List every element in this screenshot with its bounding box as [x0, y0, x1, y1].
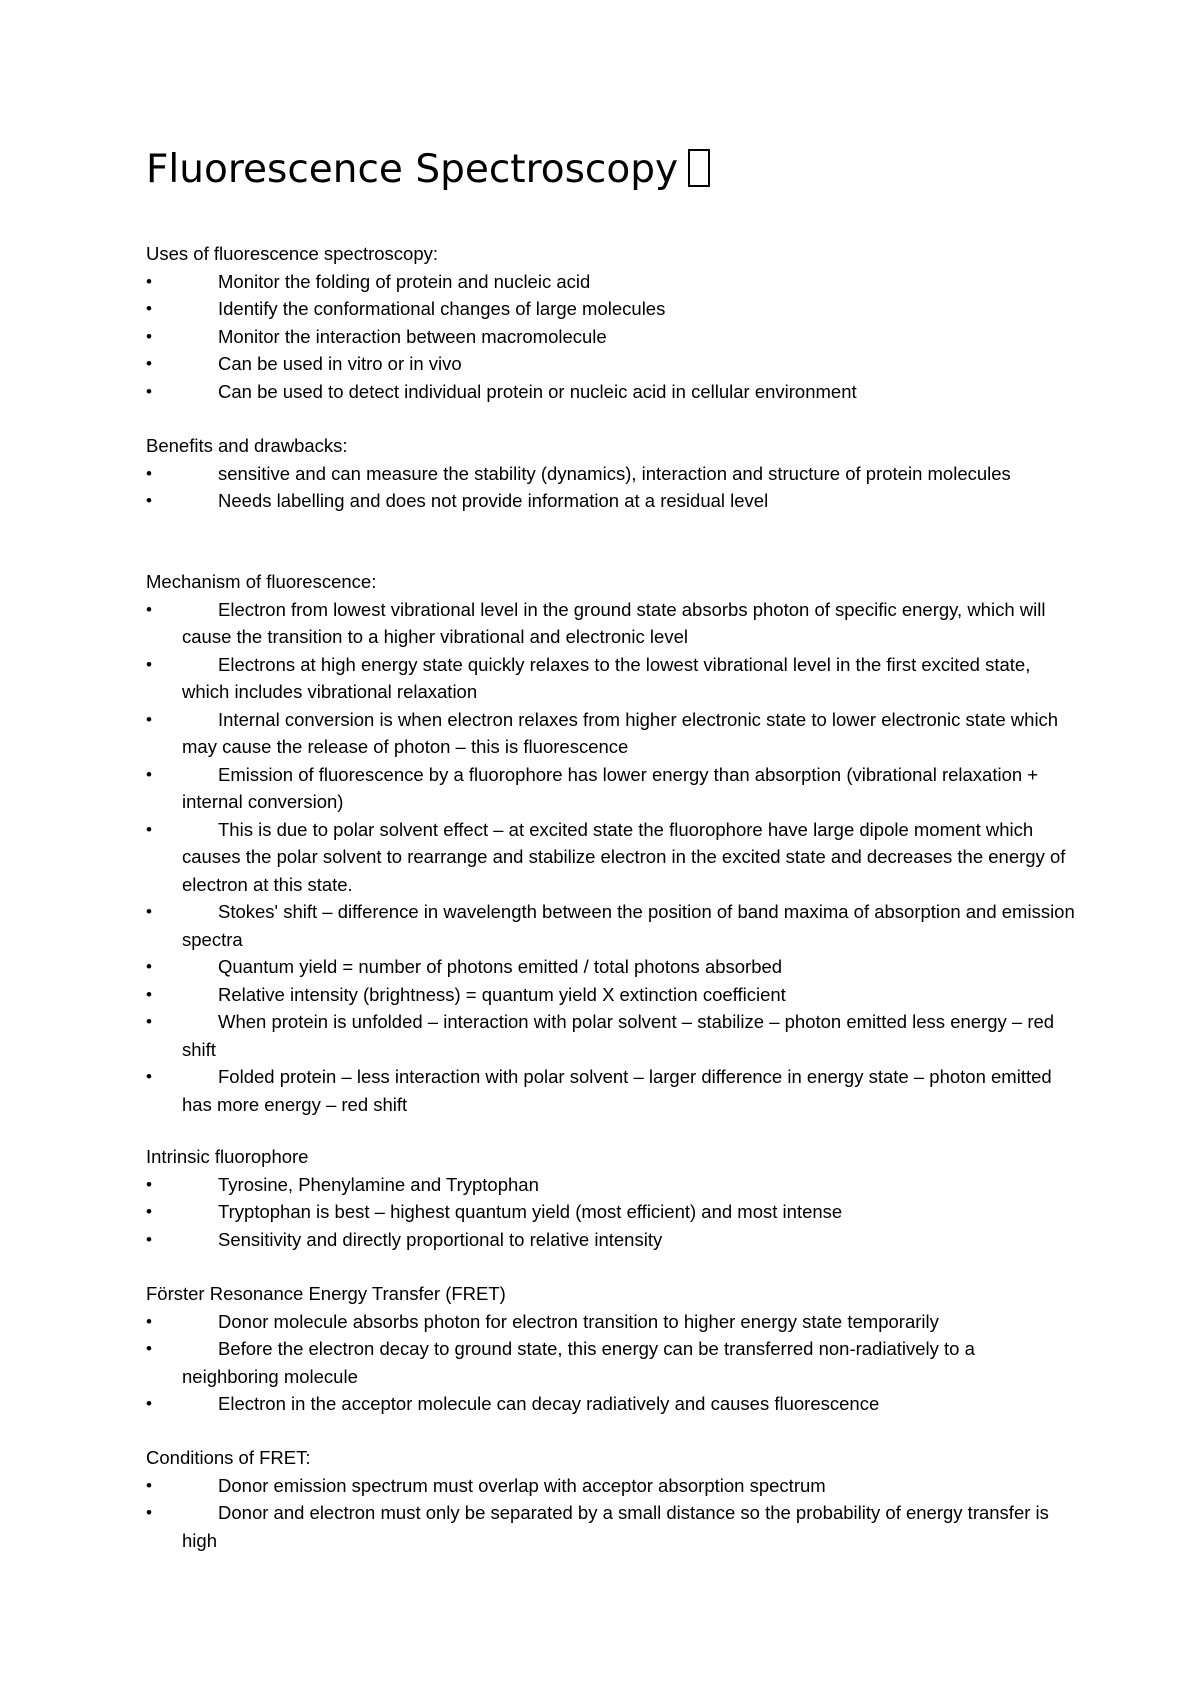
list-item-text: Donor molecule absorbs photon for electron transition to higher energy state temporarily	[218, 1310, 939, 1332]
section-conditions	[146, 1444, 1076, 1554]
section-heading: Benefits and drawbacks:	[146, 435, 348, 456]
list-item	[146, 487, 1076, 515]
list-item-text: This is due to polar solvent effect – at excited state the fluorophore have large dipole moment which causes the polar solvent to rearrange and stabilize electron in the excited state and decreases the energy of electron at this state.	[182, 818, 1066, 895]
bullet-icon: •	[146, 271, 152, 291]
section-uses	[146, 240, 1076, 405]
bullet-icon: •	[146, 1012, 152, 1031]
bullet-icon: •	[146, 764, 152, 784]
list-item	[146, 1171, 1076, 1199]
list-item-text: Electrons at high energy state quickly relaxes to the lowest vibrational level in the first excited state, which includes vibrational relaxation	[182, 653, 1031, 702]
bullet-icon: •	[146, 1174, 152, 1194]
list-item-text: Identify the conformational changes of large molecules	[218, 298, 666, 319]
bullet-icon: •	[146, 463, 152, 483]
list-item-text: Relative intensity (brightness) = quantum yield X extinction coefficient	[218, 983, 786, 1005]
bullet-list	[146, 596, 1076, 1119]
list-item-text: Sensitivity and directly proportional to relative intensity	[218, 1228, 663, 1250]
list-item-text: Monitor the interaction between macromolecule	[218, 325, 607, 347]
section-benefits	[146, 432, 1076, 515]
section-intrinsic	[146, 1143, 1076, 1253]
section-fret	[146, 1280, 1076, 1418]
list-item	[146, 350, 1076, 378]
list-item	[146, 323, 1076, 351]
bullet-icon: •	[146, 299, 152, 318]
list-item	[146, 898, 1076, 953]
bullet-icon: •	[146, 326, 152, 346]
list-item-text: Electron from lowest vibrational level in the ground state absorbs photon of specific energy, which will cause the transition to a higher vibrational and electronic level	[182, 598, 1046, 647]
page-title	[146, 140, 710, 200]
missing-glyph-icon	[688, 149, 710, 187]
list-item-text: Quantum yield = number of photons emitted / total photons absorbed	[218, 956, 783, 977]
bullet-icon: •	[146, 1339, 152, 1358]
list-item-text: Electron in the acceptor molecule can decay radiatively and causes fluorescence	[218, 1393, 880, 1414]
list-item-text: Folded protein – less interaction with polar solvent – larger difference in energy state – photon emitted has more energy – red shift	[182, 1066, 1052, 1115]
section-heading: Mechanism of fluorescence:	[146, 571, 377, 592]
bullet-list	[146, 268, 1076, 406]
list-item-text: Before the electron decay to ground state, this energy can be transferred non-radiatively to a neighboring molecule	[182, 1338, 975, 1387]
bullet-icon: •	[146, 354, 152, 373]
bullet-icon: •	[146, 709, 152, 729]
bullet-list	[146, 460, 1076, 515]
section-heading: Intrinsic fluorophore	[146, 1146, 309, 1167]
list-item	[146, 761, 1076, 816]
bullet-icon: •	[146, 599, 152, 619]
list-item	[146, 1063, 1076, 1118]
list-item	[146, 1226, 1076, 1254]
list-item	[146, 378, 1076, 406]
list-item	[146, 1335, 1076, 1390]
list-item-text: When protein is unfolded – interaction with polar solvent – stabilize – photon emitted less energy – red shift	[182, 1011, 1055, 1060]
list-item	[146, 596, 1076, 651]
bullet-list	[146, 1472, 1076, 1555]
section-mechanism	[146, 568, 1076, 1118]
list-item	[146, 1499, 1076, 1554]
bullet-icon: •	[146, 902, 152, 921]
list-item-text: Can be used in vitro or in vivo	[218, 353, 462, 374]
list-item	[146, 706, 1076, 761]
page-title-text: Fluorescence Spectroscopy	[146, 147, 679, 192]
bullet-icon: •	[146, 1311, 152, 1331]
list-item-text: Donor emission spectrum must overlap with acceptor absorption spectrum	[218, 1474, 826, 1496]
list-item-text: Tryptophan is best – highest quantum yield (most efficient) and most intense	[218, 1201, 843, 1222]
bullet-icon: •	[146, 381, 152, 401]
list-item	[146, 1198, 1076, 1226]
bullet-icon: •	[146, 654, 152, 674]
list-item-text: Stokes' shift – difference in wavelength between the position of band maxima of absorption and emission spectra	[182, 901, 1075, 950]
list-item-text: Internal conversion is when electron relaxes from higher electronic state to lower electronic state which may cause the release of photon – this is fluorescence	[182, 708, 1059, 757]
list-item	[146, 651, 1076, 706]
list-item	[146, 460, 1076, 488]
list-item	[146, 1472, 1076, 1500]
list-item	[146, 295, 1076, 323]
list-item-text: Can be used to detect individual protein or nucleic acid in cellular environment	[218, 380, 857, 402]
list-item	[146, 953, 1076, 981]
list-item	[146, 1008, 1076, 1063]
list-item	[146, 1308, 1076, 1336]
section-heading: Förster Resonance Energy Transfer (FRET)	[146, 1283, 506, 1304]
bullet-icon: •	[146, 1067, 152, 1086]
list-item-text: Donor and electron must only be separated by a small distance so the probability of energy transfer is high	[182, 1502, 1049, 1551]
bullet-list	[146, 1308, 1076, 1418]
bullet-icon: •	[146, 1475, 152, 1495]
list-item	[146, 268, 1076, 296]
bullet-icon: •	[146, 1202, 152, 1221]
bullet-icon: •	[146, 1229, 152, 1249]
bullet-icon: •	[146, 1503, 152, 1522]
list-item	[146, 981, 1076, 1009]
bullet-icon: •	[146, 491, 152, 510]
bullet-icon: •	[146, 957, 152, 976]
section-heading: Conditions of FRET:	[146, 1447, 311, 1468]
bullet-list	[146, 1171, 1076, 1254]
list-item-text: Tyrosine, Phenylamine and Tryptophan	[218, 1173, 539, 1195]
list-item	[146, 1390, 1076, 1418]
list-item-text: Monitor the folding of protein and nucleic acid	[218, 270, 591, 292]
bullet-icon: •	[146, 984, 152, 1004]
list-item-text: Needs labelling and does not provide information at a residual level	[218, 490, 769, 511]
section-heading: Uses of fluorescence spectroscopy:	[146, 243, 439, 264]
bullet-icon: •	[146, 819, 152, 839]
list-item-text: sensitive and can measure the stability (dynamics), interaction and structure of protein molecules	[218, 462, 1011, 484]
list-item	[146, 816, 1076, 899]
list-item-text: Emission of fluorescence by a fluorophore has lower energy than absorption (vibrational relaxation + internal conversion)	[182, 763, 1039, 812]
bullet-icon: •	[146, 1394, 152, 1413]
